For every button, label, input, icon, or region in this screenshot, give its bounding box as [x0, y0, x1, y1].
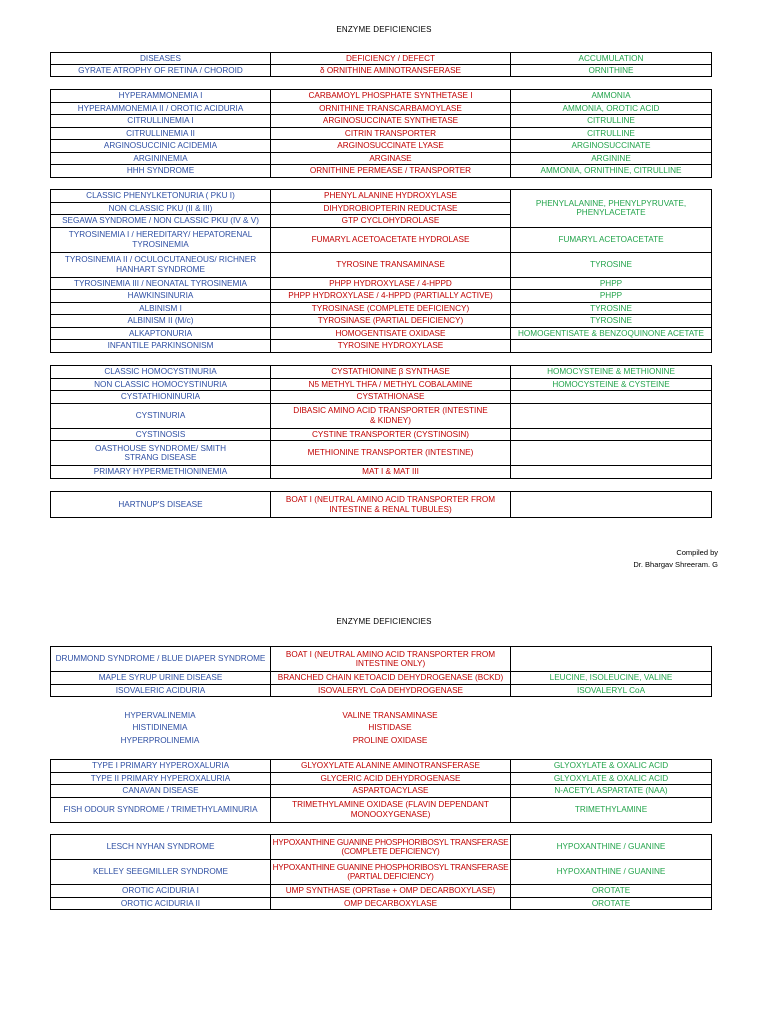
accumulation-cell — [511, 340, 712, 353]
disease-cell: DRUMMOND SYNDROME / BLUE DIAPER SYNDROME — [51, 647, 271, 672]
deficiency-cell: METHIONINE TRANSPORTER (INTESTINE) — [271, 441, 511, 466]
table-row — [51, 290, 712, 303]
accumulation-cell: OROTATE — [511, 897, 712, 910]
disease-cell: TYROSINEMIA I / HEREDITARY/ HEPATORENAL TYROSINEMIA — [51, 227, 271, 252]
table-row — [51, 127, 712, 140]
deficiency-cell: CYSTATHIONINE β SYNTHASE — [271, 366, 511, 379]
header-accumulation: ACCUMULATION — [511, 53, 712, 65]
table-sulfur-amino-acids — [50, 365, 712, 479]
table-row — [50, 722, 711, 735]
table-row — [51, 441, 712, 466]
table-row — [51, 315, 712, 328]
table-row — [51, 897, 712, 910]
table-hartnup — [50, 491, 712, 518]
accumulation-cell — [510, 722, 711, 735]
disease-cell: CANAVAN DISEASE — [51, 785, 271, 798]
accumulation-cell — [511, 492, 712, 518]
deficiency-cell: ISOVALERYL CoA DEHYDROGENASE — [271, 684, 511, 697]
deficiency-cell: HYPOXANTHINE GUANINE PHOSPHORIBOSYL TRANSFERASE (PARTIAL DEFICIENCY) — [271, 860, 511, 885]
disease-cell: HYPERAMMONEMIA II / OROTIC ACIDURIA — [51, 102, 271, 115]
header-diseases: DISEASES — [51, 53, 271, 65]
disease-cell: ARGININEMIA — [51, 152, 271, 165]
table-row — [51, 835, 712, 860]
disease-cell: OASTHOUSE SYNDROME/ SMITH STRANG DISEASE — [51, 441, 271, 466]
deficiency-cell: GLYOXYLATE ALANINE AMINOTRANSFERASE — [271, 760, 511, 773]
disease-cell: TYROSINEMIA II / OCULOCUTANEOUS/ RICHNER HANHART SYNDROME — [51, 252, 271, 277]
disease-cell: HYPERVALINEMIA — [124, 710, 196, 720]
accumulation-cell — [511, 428, 712, 441]
disease-cell: CITRULLINEMIA II — [51, 127, 271, 140]
deficiency-cell: CITRIN TRANSPORTER — [271, 127, 511, 140]
table-row — [51, 252, 712, 277]
table-row — [51, 466, 712, 479]
deficiency-cell: ARGINASE — [271, 152, 511, 165]
table-row — [51, 684, 712, 697]
table-row — [51, 65, 712, 77]
accumulation-cell — [510, 734, 711, 747]
table-row — [51, 760, 712, 773]
accumulation-cell: ARGINOSUCCINATE — [511, 140, 712, 153]
deficiency-cell: TYROSINE HYDROXYLASE — [271, 340, 511, 353]
deficiency-cell: GLYCERIC ACID DEHYDROGENASE — [271, 772, 511, 785]
deficiency-cell: ASPARTOACYLASE — [271, 785, 511, 798]
accumulation-cell: TYROSINE — [511, 252, 712, 277]
deficiency-cell: CARBAMOYL PHOSPHATE SYNTHETASE I — [271, 90, 511, 103]
page2-title: ENZYME DEFICIENCIES — [336, 617, 432, 626]
accumulation-cell: AMMONIA, ORNITHINE, CITRULLINE — [511, 165, 712, 178]
deficiency-cell: TRIMETHYLAMINE OXIDASE (FLAVIN DEPENDANT MONOOXYGENASE) — [271, 797, 511, 822]
disease-cell: ISOVALERIC ACIDURIA — [51, 684, 271, 697]
disease-cell: HHH SYNDROME — [51, 165, 271, 178]
accumulation-cell: HOMOCYSTEINE & CYSTEINE — [511, 378, 712, 391]
disease-cell: CLASSIC HOMOCYSTINURIA — [51, 366, 271, 379]
accumulation-cell — [511, 441, 712, 466]
accumulation-cell: GLYOXYLATE & OXALIC ACID — [511, 760, 712, 773]
table-row — [51, 492, 712, 518]
accumulation-cell: PHENYLALANINE, PHENYLPYRUVATE, PHENYLACETATE — [511, 190, 712, 228]
deficiency-cell: PHPP HYDROXYLASE / 4-HPPD (PARTIALLY ACTIVE) — [271, 290, 511, 303]
accumulation-cell: N-ACETYL ASPARTATE (NAA) — [511, 785, 712, 798]
table-row — [51, 797, 712, 822]
page1-title: ENZYME DEFICIENCIES — [336, 25, 432, 34]
table-urea-header — [50, 52, 712, 77]
table-misc-amino-acids — [50, 709, 711, 747]
accumulation-cell — [511, 466, 712, 479]
disease-cell: PRIMARY HYPERMETHIONINEMIA — [51, 466, 271, 479]
disease-cell: ALBINISM I — [51, 302, 271, 315]
table-urea-cycle — [50, 89, 712, 178]
disease-cell: HISTIDINEMIA — [132, 723, 188, 733]
table-branched-chain — [50, 646, 712, 697]
accumulation-cell: OROTATE — [511, 885, 712, 898]
deficiency-cell: ARGINOSUCCINATE SYNTHETASE — [271, 115, 511, 128]
table-phenylalanine-tyrosine — [50, 189, 712, 353]
table-row — [51, 152, 712, 165]
deficiency-cell: DIHYDROBIOPTERIN REDUCTASE — [271, 202, 511, 215]
table-row — [50, 709, 711, 722]
table-row — [51, 785, 712, 798]
disease-cell: HAWKINSINURIA — [51, 290, 271, 303]
disease-cell: FISH ODOUR SYNDROME / TRIMETHYLAMINURIA — [51, 797, 271, 822]
table-row — [51, 860, 712, 885]
disease-cell: GYRATE ATROPHY OF RETINA / CHOROID — [51, 65, 271, 77]
accumulation-cell: ARGININE — [511, 152, 712, 165]
table-row — [51, 391, 712, 404]
accumulation-cell: TRIMETHYLAMINE — [511, 797, 712, 822]
table-purine-pyrimidine — [50, 834, 712, 910]
table-row — [50, 734, 711, 747]
table-row — [51, 90, 712, 103]
disease-cell: TYPE II PRIMARY HYPEROXALURIA — [51, 772, 271, 785]
accumulation-cell: CITRULLINE — [511, 115, 712, 128]
deficiency-cell: ORNITHINE TRANSCARBAMOYLASE — [271, 102, 511, 115]
deficiency-cell: DIBASIC AMINO ACID TRANSPORTER (INTESTINE & KIDNEY) — [271, 403, 511, 428]
table-row — [51, 327, 712, 340]
accumulation-cell: HYPOXANTHINE / GUANINE — [511, 835, 712, 860]
disease-cell: TYPE I PRIMARY HYPEROXALURIA — [51, 760, 271, 773]
table-row — [51, 190, 712, 203]
accumulation-cell — [511, 391, 712, 404]
deficiency-cell: BOAT I (NEUTRAL AMINO ACID TRANSPORTER FROM INTESTINE & RENAL TUBULES) — [271, 492, 511, 518]
disease-cell: SEGAWA SYNDROME / NON CLASSIC PKU (IV & V) — [51, 215, 271, 228]
deficiency-cell: TYROSINASE (COMPLETE DEFICIENCY) — [271, 302, 511, 315]
accumulation-cell: AMMONIA, OROTIC ACID — [511, 102, 712, 115]
disease-cell: CYSTINURIA — [51, 403, 271, 428]
table-row — [51, 340, 712, 353]
disease-cell: TYROSINEMIA III / NEONATAL TYROSINEMIA — [51, 277, 271, 290]
table-row — [51, 428, 712, 441]
table-row — [51, 227, 712, 252]
disease-cell: CLASSIC PHENYLKETONURIA ( PKU I) — [51, 190, 271, 203]
deficiency-cell: BRANCHED CHAIN KETOACID DEHYDROGENASE (BCKD) — [271, 672, 511, 685]
deficiency-cell: TYROSINE TRANSAMINASE — [271, 252, 511, 277]
table-row — [51, 277, 712, 290]
disease-cell: INFANTILE PARKINSONISM — [51, 340, 271, 353]
accumulation-cell: AMMONIA — [511, 90, 712, 103]
deficiency-cell: HISTIDASE — [368, 723, 412, 733]
table-row — [51, 140, 712, 153]
accumulation-cell — [510, 709, 711, 722]
disease-cell: OROTIC ACIDURIA I — [51, 885, 271, 898]
table-header-row — [51, 53, 712, 65]
accumulation-cell: TYROSINE — [511, 302, 712, 315]
accumulation-cell: HOMOCYSTEINE & METHIONINE — [511, 366, 712, 379]
table-hyperoxaluria — [50, 759, 712, 823]
deficiency-cell: ARGINOSUCCINATE LYASE — [271, 140, 511, 153]
deficiency-cell: HYPOXANTHINE GUANINE PHOSPHORIBOSYL TRANSFERASE (COMPLETE DEFICIENCY) — [271, 835, 511, 860]
disease-cell: CYSTINOSIS — [51, 428, 271, 441]
table-row — [51, 772, 712, 785]
deficiency-cell: PROLINE OXIDASE — [352, 735, 428, 745]
accumulation-cell — [511, 647, 712, 672]
disease-cell: KELLEY SEEGMILLER SYNDROME — [51, 860, 271, 885]
deficiency-cell: BOAT I (NEUTRAL AMINO ACID TRANSPORTER FROM INTESTINE ONLY) — [271, 647, 511, 672]
deficiency-cell: δ ORNITHINE AMINOTRANSFERASE — [271, 65, 511, 77]
deficiency-cell: VALINE TRANSAMINASE — [342, 710, 438, 720]
deficiency-cell: CYSTATHIONASE — [271, 391, 511, 404]
table-row — [51, 302, 712, 315]
disease-cell: ARGINOSUCCINIC ACIDEMIA — [51, 140, 271, 153]
accumulation-cell: GLYOXYLATE & OXALIC ACID — [511, 772, 712, 785]
table-row — [51, 165, 712, 178]
deficiency-cell: MAT I & MAT III — [271, 466, 511, 479]
disease-cell: MAPLE SYRUP URINE DISEASE — [51, 672, 271, 685]
compiled-by: Compiled by — [676, 548, 718, 557]
deficiency-cell: TYROSINASE (PARTIAL DEFICIENCY) — [271, 315, 511, 328]
deficiency-cell: HOMOGENTISATE OXIDASE — [271, 327, 511, 340]
disease-cell: CYSTATHIONINURIA — [51, 391, 271, 404]
disease-cell: ALBINISM II (M/c) — [51, 315, 271, 328]
table-row — [51, 102, 712, 115]
author: Dr. Bhargav Shreeram. G — [633, 560, 718, 569]
deficiency-cell: N5 METHYL THFA / METHYL COBALAMINE — [271, 378, 511, 391]
deficiency-cell: PHENYL ALANINE HYDROXYLASE — [271, 190, 511, 203]
table-row — [51, 115, 712, 128]
disease-cell: OROTIC ACIDURIA II — [51, 897, 271, 910]
accumulation-cell: PHPP — [511, 290, 712, 303]
deficiency-cell: OMP DECARBOXYLASE — [271, 897, 511, 910]
disease-cell: HARTNUP'S DISEASE — [51, 492, 271, 518]
accumulation-cell: TYROSINE — [511, 315, 712, 328]
deficiency-cell: UMP SYNTHASE (OPRTase + OMP DECARBOXYLASE) — [271, 885, 511, 898]
table-row — [51, 378, 712, 391]
accumulation-cell: ORNITHINE — [511, 65, 712, 77]
disease-cell: HYPERPROLINEMIA — [120, 735, 200, 745]
accumulation-cell: FUMARYL ACETOACETATE — [511, 227, 712, 252]
accumulation-cell: ISOVALERYL CoA — [511, 684, 712, 697]
accumulation-cell: LEUCINE, ISOLEUCINE, VALINE — [511, 672, 712, 685]
deficiency-cell: GTP CYCLOHYDROLASE — [271, 215, 511, 228]
disease-cell: ALKAPTONURIA — [51, 327, 271, 340]
header-deficiency: DEFICIENCY / DEFECT — [271, 53, 511, 65]
deficiency-cell: CYSTINE TRANSPORTER (CYSTINOSIN) — [271, 428, 511, 441]
disease-cell: NON CLASSIC PKU (II & III) — [51, 202, 271, 215]
disease-cell: NON CLASSIC HOMOCYSTINURIA — [51, 378, 271, 391]
accumulation-cell: PHPP — [511, 277, 712, 290]
table-row — [51, 403, 712, 428]
disease-cell: LESCH NYHAN SYNDROME — [51, 835, 271, 860]
accumulation-cell: HYPOXANTHINE / GUANINE — [511, 860, 712, 885]
table-row — [51, 672, 712, 685]
disease-cell: HYPERAMMONEMIA I — [51, 90, 271, 103]
accumulation-cell: CITRULLINE — [511, 127, 712, 140]
table-row — [51, 885, 712, 898]
disease-cell: CITRULLINEMIA I — [51, 115, 271, 128]
table-row — [51, 647, 712, 672]
deficiency-cell: FUMARYL ACETOACETATE HYDROLASE — [271, 227, 511, 252]
table-row — [51, 366, 712, 379]
accumulation-cell — [511, 403, 712, 428]
accumulation-cell: HOMOGENTISATE & BENZOQUINONE ACETATE — [511, 327, 712, 340]
deficiency-cell: ORNITHINE PERMEASE / TRANSPORTER — [271, 165, 511, 178]
deficiency-cell: PHPP HYDROXYLASE / 4-HPPD — [271, 277, 511, 290]
